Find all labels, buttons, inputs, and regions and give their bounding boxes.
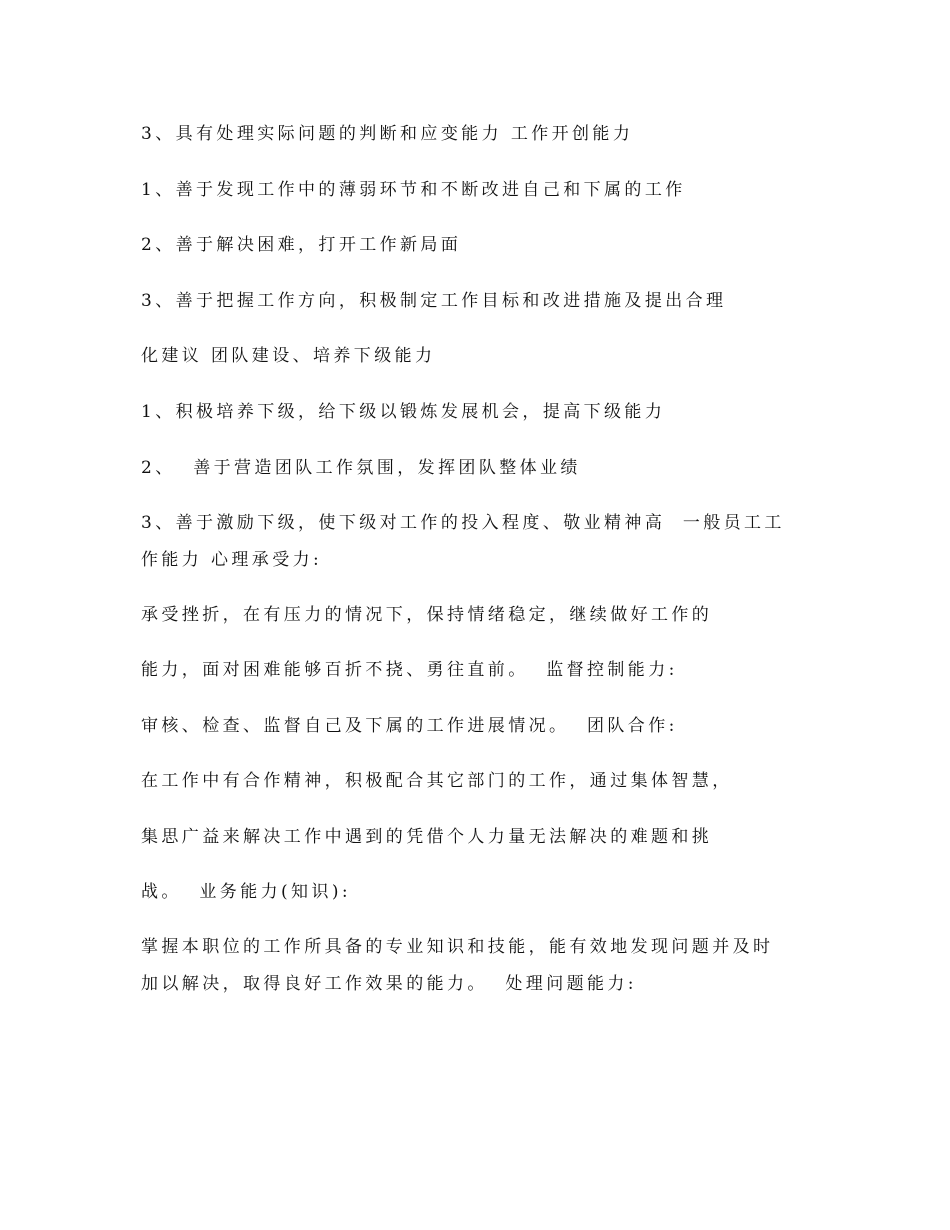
text-line: 1、善于发现工作中的薄弱环节和不断改进自己和下属的工作: [141, 180, 686, 200]
text-line: 3、善于把握工作方向，积极制定工作目标和改进措施及提出合理: [141, 291, 727, 311]
text-line: 3、善于激励下级，使下级对工作的投入程度、敬业精神高 一般员工工: [141, 513, 785, 533]
text-line: 审核、检查、监督自己及下属的工作进展情况。 团队合作:: [141, 716, 678, 736]
text-line: 1、积极培养下级，给下级以锻炼发展机会，提高下级能力: [141, 402, 666, 422]
text-line: 在工作中有合作精神，积极配合其它部门的工作，通过集体智慧，: [141, 771, 733, 791]
text-line: 加以解决，取得良好工作效果的能力。 处理问题能力:: [141, 974, 637, 994]
text-line: 掌握本职位的工作所具备的专业知识和技能，能有效地发现问题并及时: [141, 937, 774, 957]
text-line: 战。 业务能力(知识):: [141, 882, 351, 902]
text-line: 3、具有处理实际问题的判断和应变能力 工作开创能力: [141, 124, 634, 144]
text-line: 2、善于解决困难，打开工作新局面: [141, 235, 462, 255]
text-line: 集思广益来解决工作中遇到的凭借个人力量无法解决的难题和挑: [141, 827, 713, 847]
text-line: 2、 善于营造团队工作氛围，发挥团队整体业绩: [141, 458, 581, 478]
text-line: 能力，面对困难能够百折不挠、勇往直前。 监督控制能力:: [141, 660, 678, 680]
text-line: 作能力 心理承受力:: [141, 550, 323, 570]
text-line: 化建议 团队建设、培养下级能力: [141, 346, 436, 366]
text-line: 承受挫折，在有压力的情况下，保持情绪稳定，继续做好工作的: [141, 605, 713, 625]
